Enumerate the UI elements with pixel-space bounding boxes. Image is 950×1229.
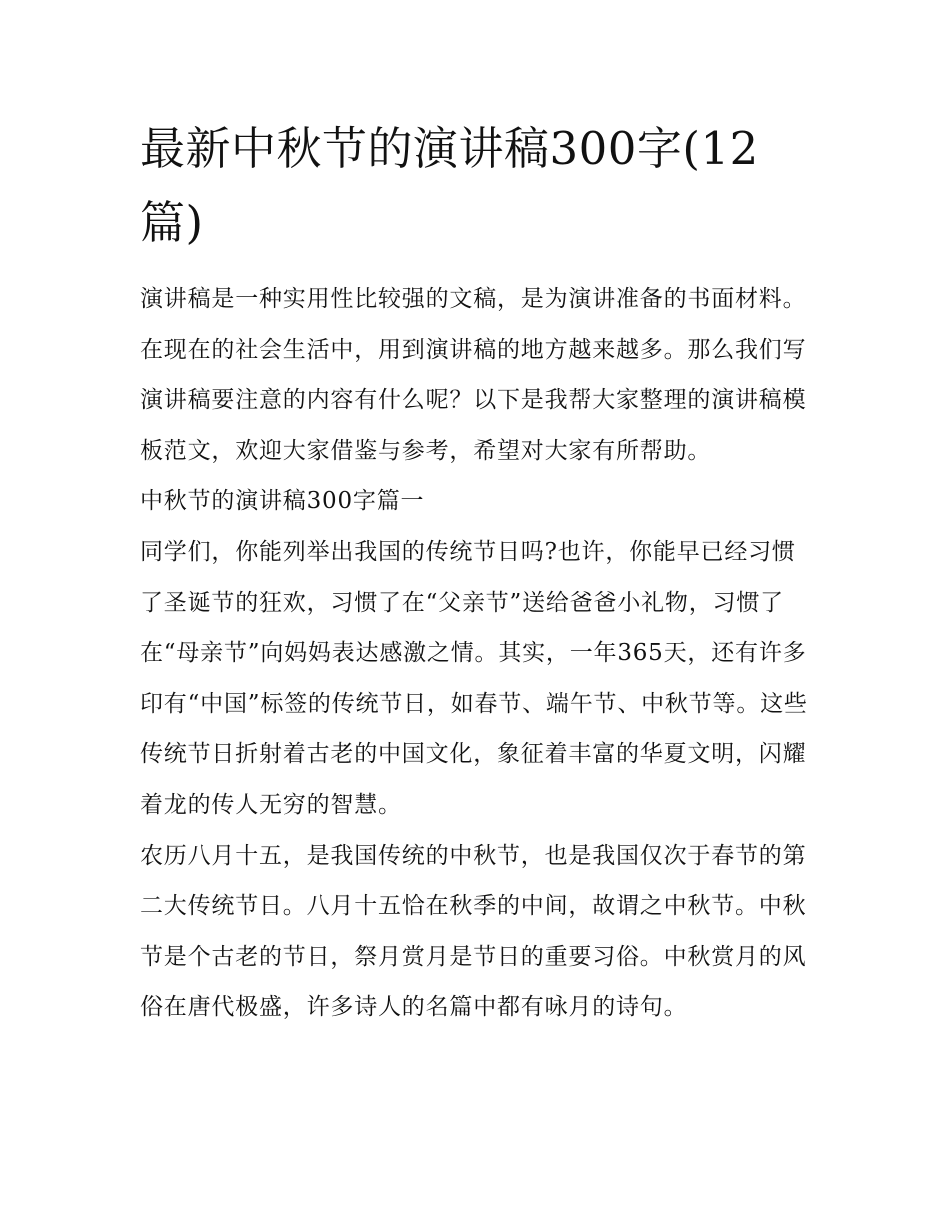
body-paragraph-2: 农历八月十五，是我国传统的中秋节，也是我国仅次于春节的第二大传统节日。八月十五恰在秋季的中间，故谓之中秋节。中秋节是个古老的节日，祭月赏月是节日的重要习俗。中秋赏月的风俗在唐代极盛，许多诗人的名篇中都有咏月的诗句。 [140,842,807,1021]
document-title: 最新中秋节的演讲稿300字(12篇) [140,122,759,249]
section-heading: 中秋节的演讲稿300字篇一 [140,488,425,515]
intro-paragraph: 演讲稿是一种实用性比较强的文稿，是为演讲准备的书面材料。在现在的社会生活中，用到演讲稿的地方越来越多。那么我们写演讲稿要注意的内容有什么呢？以下是我帮大家整理的演讲稿模板范文，欢迎大家借鉴与参考，希望对大家有所帮助。 [140,286,807,464]
body-paragraph-1: 同学们，你能列举出我国的传统节日吗?也许，你能早已经习惯了圣诞节的狂欢，习惯了在“父亲节”送给爸爸小礼物，习惯了在“母亲节”向妈妈表达感激之情。其实，一年365天，还有许多印有“中国”标签的传统节日，如春节、端午节、中秋节等。这些传统节日折射着古老的中国文化，象征着丰富的华夏文明，闪耀着龙的传人无穷的智慧。 [140,538,808,818]
document-body [140,112,815,1033]
